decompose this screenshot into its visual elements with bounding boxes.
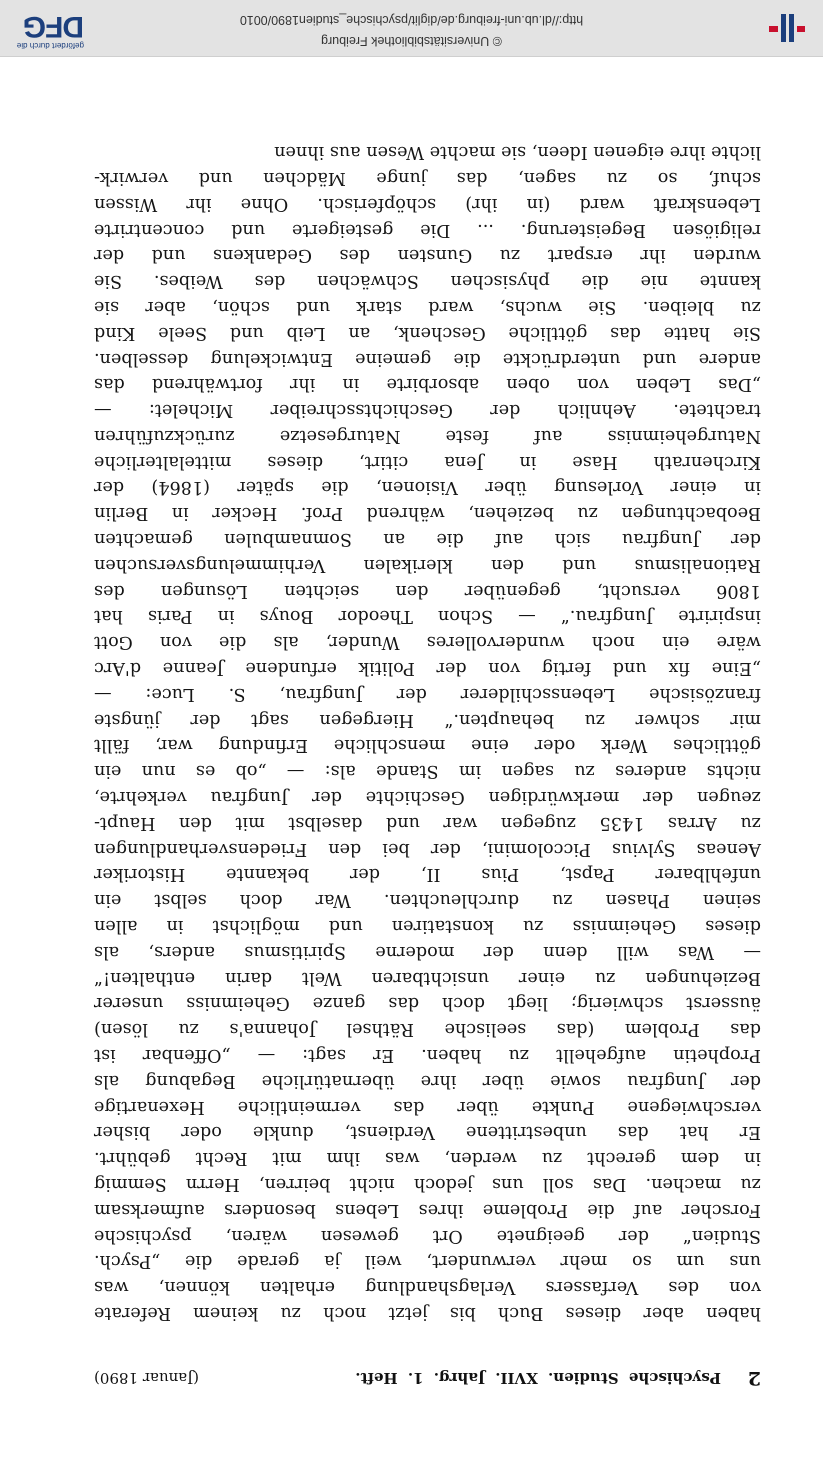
text-line: in einer Vorlesung über Visionen, die später (1864) der xyxy=(94,477,761,498)
text-line: kannte nie die physischen Schwächen des Weibes. Sie xyxy=(94,271,761,292)
dfg-logo xyxy=(14,6,84,50)
library-banner xyxy=(0,0,823,57)
issue-date: (Januar 1890) xyxy=(94,1369,200,1387)
text-line: religiösen Begeisterung. ... Die gesteigerte und concentrirte xyxy=(94,219,761,240)
text-line: der Jungfrau sowie über ihre übernatürliche Begabung als xyxy=(94,1070,761,1091)
text-line: schuf, so zu sagen, das junge Mädchen und verwirk- xyxy=(94,167,761,188)
text-line: trachtete. Aehnlich der Geschichtsschreiber Michelet: — xyxy=(94,400,761,421)
running-title: Psychische Studien. XVII. Jahrg. 1. Heft. xyxy=(355,1369,721,1387)
text-line: Prophetin aufgehellt zu haben. Er sagt: — „Offenbar ist xyxy=(94,1045,761,1066)
text-line: „Eine fix und fertig von der Politik erfundene Jeanne d'Arc xyxy=(94,658,761,679)
text-line: wurden ihr erspart zu Gunsten des Gedankens und der xyxy=(94,245,761,266)
source-url-link[interactable]: http://dl.ub.uni-freiburg.de/diglit/psychische_studien1890/0010 xyxy=(239,13,584,27)
text-line: Er hat das unbestrittene Verdienst, dunkle oder bisher xyxy=(94,1122,761,1143)
text-line: lichte ihre eigenen Ideen, sie machte Wesen aus ihnen xyxy=(274,142,761,163)
text-line: Lebenskraft ward (in ihr) schöpferisch. Ohne ihr Wissen xyxy=(94,193,761,214)
text-line: Rationalismus und den klerikalen Verhimmelungsversuchen xyxy=(94,554,761,575)
text-line: 1806 versucht, gegenüber den seichten Lösungen des xyxy=(94,580,761,601)
text-line: das Problem (das seelische Räthsel Johanna's zu lösen) xyxy=(94,1019,761,1040)
text-line: der Jungfrau sich auf die an Somnambulen gemachten xyxy=(94,529,761,550)
text-line: haben aber dieses Buch bis jetzt noch zu keinem Referate xyxy=(94,1303,761,1323)
text-line: zeugen der merkwürdigen Geschichte der Jungfrau verkehrte, xyxy=(94,787,761,808)
text-line: Forscher auf die Probleme ihres Lebens besonders aufmerksam xyxy=(94,1199,761,1220)
text-line: Naturgeheimniss auf feste Naturgesetze zurückzuführen xyxy=(94,425,761,446)
text-line: Sie hatte das göttliche Geschenk, an Leib und Seele Kind xyxy=(94,322,761,343)
dfg-sub-label: gefördert durch die xyxy=(16,41,84,50)
text-line: wäre ein noch wundervolleres Wunder, als die von Gott xyxy=(94,632,761,653)
copyright-credit: © Universitätsbibliothek Freiburg xyxy=(321,34,502,48)
text-line: Beobachtungen zu beziehen, während Prof. Hecker in Berlin xyxy=(94,503,761,524)
text-line: „Das Leben von oben absorbirte in ihr fortwährend das xyxy=(94,374,761,395)
text-line: Beziehungen zu einer unsichtbaren Welt darin enthalten!“ xyxy=(94,967,761,988)
text-line: göttliches Werk oder eine menschliche Erfindung war, fällt xyxy=(94,735,761,756)
text-line: zu bleiben. Sie wuchs, ward stark und schön, aber sie xyxy=(94,296,761,317)
running-header xyxy=(94,1363,761,1389)
text-line: dieses Geheimniss zu konstatiren und möglichst in allen xyxy=(94,916,761,937)
text-line: uns um so mehr verwundert, weil ja gerade die „Psych. xyxy=(94,1251,761,1272)
text-line: Studien“ der geeignete Ort gewesen wären, psychische xyxy=(94,1225,761,1246)
book-page xyxy=(94,138,761,1389)
text-line: unfehlbarer Papst, Pius II, der bekannte Historiker xyxy=(94,864,761,885)
text-line: von des Verfassers Verlagshandlung erhalten können, was xyxy=(94,1277,761,1298)
page-number: 2 xyxy=(747,1367,761,1389)
text-line: mir schwer zu behaupten.“ Hiergegen sagt der jüngste xyxy=(94,709,761,730)
text-line: Aeneas Sylvius Piccolomini, der bei den Friedensverhandlungen xyxy=(94,838,761,859)
text-line: andere und unterdrückte die gemeine Entwickelung desselben. xyxy=(94,348,761,369)
text-line: zu Arras 1435 zugegen war und daselbst mit den Haupt- xyxy=(94,812,761,833)
text-line: nichts anderes zu sagen im Stande als: — „ob es nun ein xyxy=(94,761,761,782)
text-line: in dem gerecht zu werden, was ihm mit Recht gebührt. xyxy=(94,1148,761,1169)
text-line: französische Lebensschilderer der Jungfrau, S. Luce: — xyxy=(94,683,761,704)
text-line: seinen Phasen zu durchleuchten. War doch selbst ein xyxy=(94,890,761,911)
text-line: verschwiegene Punkte über das vermeintliche Hexenartige xyxy=(94,1096,761,1117)
text-line: — Was will denn der moderne Spiritismus anders, als xyxy=(94,941,761,962)
text-line: äusserst schwierig; liegt doch das ganze Geheimniss unserer xyxy=(94,993,761,1014)
text-line: inspirirte Jungfrau.“ — Schon Theodor Bouys in Paris hat xyxy=(94,606,761,627)
text-line: zu machen. Das soll uns jedoch nicht beirren, Herrn Semmig xyxy=(94,1174,761,1195)
dfg-logo-text: DFG xyxy=(23,10,84,43)
body-text xyxy=(94,138,761,1325)
text-line: Kirchenrath Hase in Jena citirt, dieses mittelalterliche xyxy=(94,451,761,472)
